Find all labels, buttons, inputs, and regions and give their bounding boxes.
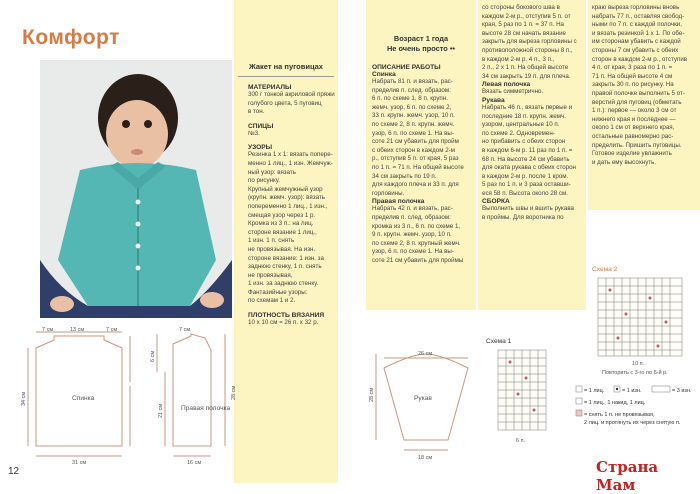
patterns-line: Фантазийные узоры: [248, 288, 308, 296]
text-line: последние 18 п. крупн. жемч. [482, 112, 566, 120]
legend-item: = снять 1 п. не провязывая, [584, 412, 655, 418]
patterns-line: заднюю стенку, 1 п. снять [248, 263, 322, 271]
text-line: для каждого плеча и 33 п. для [372, 181, 459, 189]
text-line: каждом 2-м р., отступив 5 п. от [482, 12, 571, 20]
text-line: соте 21 см убавить для проймы [372, 256, 464, 264]
sleeve-label: Рукав [414, 395, 432, 402]
patterns-line: 1 изн. за заднюю стенку. [248, 280, 319, 288]
density-text: 10 х 10 см = 26 п. х 32 р. [248, 319, 319, 327]
text-line: 68 п. На высоте 24 см убавить [482, 155, 570, 163]
text-line: с обеих сторон в каждом 2-м [372, 146, 455, 154]
patterns-line: Крупный жемчужный узор [248, 185, 323, 193]
text-line: горловины. [372, 189, 405, 197]
text-line: Вязать симметрично. [482, 88, 544, 96]
text-line: им сторонам убавить с каждой [592, 38, 681, 46]
patterns-line: менно 1 лиц., 1 изн. Жемчуж- [248, 159, 333, 167]
text-line: кромка из 3 п., 6 п. по схеме 1, [372, 222, 461, 230]
text-line: около 1 см от верхнего края, [592, 124, 675, 132]
text-line: в каждом 6-м р. 11 раз по 1 п. = [482, 146, 573, 154]
patterns-line: по рисунку. [248, 177, 280, 185]
materials-line: голубого цвета, 5 пуговиц [248, 99, 322, 107]
dim-label: 13 см [70, 327, 85, 333]
schema2-label: Схема 2 [592, 266, 618, 273]
text-line: сторон в каждом 2-м р., отступив [592, 55, 688, 63]
baby-photo [40, 60, 232, 318]
text-line: 6 п. по схеме 1, 8 п. крупн. [372, 95, 448, 103]
front-label: Правая полочка [181, 405, 231, 412]
text-line: края, 5 раз по 1 п. = 37 п. На [482, 21, 564, 29]
dim-label: 28 см [231, 385, 237, 400]
watermark-logo: Страна Мам [596, 458, 659, 494]
dim-label: 6 см [150, 350, 156, 362]
text-line: 4 п. от края, 3 раза по 1 п. = [592, 64, 673, 72]
legend-item: 2 лиц. и протянуть их через снятую п. [584, 420, 681, 426]
patterns-line: ный узор: вязать [248, 168, 296, 176]
text-line: остальные равномерно рас- [592, 132, 674, 140]
text-line: пределить. Пришить пуговицы. [592, 141, 682, 149]
patterns-line: попеременно 1 лиц., 1 изн., [248, 202, 328, 210]
text-line: еся 58 п. Высота около 28 см. [482, 189, 568, 197]
patterns-line: 1 изн. 1 п. снять [248, 237, 295, 245]
text-line: Набрать 81 п. и вязать, рас- [372, 78, 453, 85]
text-line: стороны 7 см убавить с обеих [592, 46, 679, 54]
text-line: 34 см закрыть по 19 п. [372, 172, 437, 180]
divider [238, 76, 334, 77]
instructions-col-c [592, 4, 698, 167]
text-line: в каждом 2-м р. 4 п., 3 п., [482, 55, 555, 63]
back-label: Спинка [72, 395, 95, 402]
needles-heading: СПИЦЫ [248, 122, 274, 130]
text-line: нижнего края и последнее — [592, 115, 676, 123]
garment-name: Жакет на пуговицах [249, 62, 323, 71]
text-line: закрыть для выреза горловины с [482, 38, 577, 46]
dim-label: 31 см [72, 460, 87, 466]
text-line: высоте 28 см начать вязание [482, 29, 566, 37]
back-pattern-diagram [20, 322, 138, 467]
patterns-heading: УЗОРЫ [248, 144, 273, 152]
patterns-line: не провязывая, [248, 271, 293, 279]
patterns-line: стороне вязание 1 лиц., [248, 228, 317, 236]
right-front-heading: Правая полочка [372, 198, 425, 206]
text-line: со стороны бокового шва в [482, 4, 560, 11]
text-line: Выполнить швы и вшить рукава [482, 205, 574, 213]
schema1-grid [486, 348, 560, 446]
text-line: верстий для пуговиц (обметать [592, 98, 682, 106]
text-line: пределив п. след. образом: [372, 213, 451, 221]
text-line: Набрать 46 п., вязать первые и [482, 103, 573, 111]
text-line: и дать ему высохнуть. [592, 158, 657, 166]
needles-text: №3. [248, 129, 260, 137]
difficulty-label: Не очень просто •• [386, 44, 456, 53]
text-line: по 1 п. = 71 п. На общей высоте [372, 163, 464, 171]
legend-item: = 1 лиц., 1 накид, 1 лиц. [584, 400, 646, 406]
schema2-grid [592, 276, 696, 380]
patterns-line: смещая узор через 1 р. [248, 211, 316, 219]
text-line: по схеме 2, 8 п. крупн. жемч. [372, 120, 455, 128]
dim-label: 34 см [21, 391, 27, 406]
patterns-line: Кромка из 3 п.: на лиц. [248, 220, 314, 228]
text-line: по схеме 2, 8 п. крупный жемч. [372, 239, 461, 247]
patterns-line: Резинка 1 х 1: вязать попере- [248, 151, 333, 159]
text-line: 33 п. крупн. жемч. узор, 10 п. [372, 112, 456, 120]
text-line: Набрать 42 п. и вязать, рас- [372, 205, 453, 213]
text-line: Готовое изделие увлажнить [592, 150, 672, 158]
dim-label: 26 см [418, 351, 433, 357]
text-line: 9 п. крупн. жемч. узор, 10 п. [372, 231, 452, 239]
text-line: р., отступив 5 п. от края, 5 раз [372, 155, 459, 163]
patterns-line: (крупн. жемч. узор): вязать [248, 194, 325, 202]
legend-item: = 1 лиц. [584, 388, 605, 394]
text-line: закрыть 30 п. по рисунку. На [592, 81, 674, 89]
dim-label: 7 см [106, 327, 118, 333]
text-line: 5 раз по 1 п. и 3 раза оставши- [482, 181, 571, 189]
legend [570, 382, 698, 428]
density-heading: ПЛОТНОСТЬ ВЯЗАНИЯ [248, 312, 325, 320]
left-front-heading: Левая полочка [482, 81, 531, 89]
text-line: в каждом 2-м р. после 1 кром. [482, 172, 569, 180]
legend-item: = 3 изн. [672, 388, 692, 394]
schema2-width: 10 п. [632, 361, 645, 367]
sleeve-pattern-diagram [366, 342, 476, 462]
patterns-line: стороне вязание: 1 изн. за [248, 254, 324, 262]
text-line: в проймы. Для воротника по [482, 214, 564, 222]
text-line: но прибавить с обеих сторон [482, 138, 566, 146]
age-label: Возраст 1 года [393, 34, 449, 43]
dim-label: 18 см [418, 455, 433, 461]
text-line: соте 21 см убавить для пройм [372, 138, 459, 146]
back-heading: Спинка [372, 71, 396, 78]
text-line: пределив п. след. образом: [372, 86, 451, 94]
text-line: для оката рукава с обеих сторон [482, 164, 576, 172]
materials-line: в тон. [248, 108, 265, 116]
text-line: узор, 6 п. по схеме 1. На вы- [372, 129, 454, 137]
materials-line: 300 г тонкой акриловой пряжи [248, 91, 335, 98]
patterns-line: по схемам 1 и 2. [248, 297, 296, 305]
text-line: 2 п., 2 х 1 п. На общей высоте [482, 64, 569, 72]
dim-label: 16 см [187, 460, 202, 466]
description-heading: ОПИСАНИЕ РАБОТЫ [372, 64, 441, 71]
materials-heading: МАТЕРИАЛЫ [248, 84, 292, 91]
info-text-block [248, 84, 338, 328]
dim-label: 7 см [42, 327, 54, 333]
dim-label: 28 см [369, 387, 375, 402]
text-line: 34 см закрыть 19 п. для плеча. [482, 72, 571, 80]
text-line: узор, 6 п. по схеме 1. На вы- [372, 248, 454, 256]
front-pattern-diagram [145, 322, 245, 467]
text-line: и вязать резинкой 1 х 1. По обе- [592, 29, 685, 37]
legend-item: = 1 изн. [622, 388, 642, 394]
instructions-col-b [482, 4, 584, 223]
text-line: жемч. узор, 6 п. по схеме 2, [372, 103, 452, 111]
patterns-line: не провязывая. На изн. [248, 245, 316, 253]
text-line: правой полочке выполнить 5 от- [592, 89, 685, 97]
schema2-repeat-note: Повторить с 3-го по 6-й р. [602, 370, 668, 376]
page-title: Комфорт [22, 26, 120, 49]
schema1-width: 6 п. [516, 438, 526, 444]
dim-label: 21 см [158, 403, 164, 418]
text-line: 71 п. На общей высоте 4 см [592, 72, 673, 80]
page-number: 12 [8, 466, 20, 477]
text-line: ными по 7 п. с каждой полочки, [592, 21, 682, 29]
instructions-col-a [372, 64, 474, 265]
schema1-label: Схема 1 [486, 338, 512, 345]
assembly-heading: СБОРКА [482, 198, 510, 206]
text-line: набрать 77 п., оставляя свобод- [592, 12, 685, 20]
text-line: противоположной стороны 8 п., [482, 46, 573, 54]
text-line: по схеме 2. Одновремен- [482, 129, 555, 137]
sleeve-heading: Рукава [482, 96, 505, 104]
dim-label: 7 см [179, 327, 191, 333]
text-line: краю выреза горловины вновь [592, 4, 680, 11]
text-line: 1 п.): первое — около 3 см от [592, 107, 677, 115]
text-line: узором, центральные 10 п. [482, 121, 560, 129]
